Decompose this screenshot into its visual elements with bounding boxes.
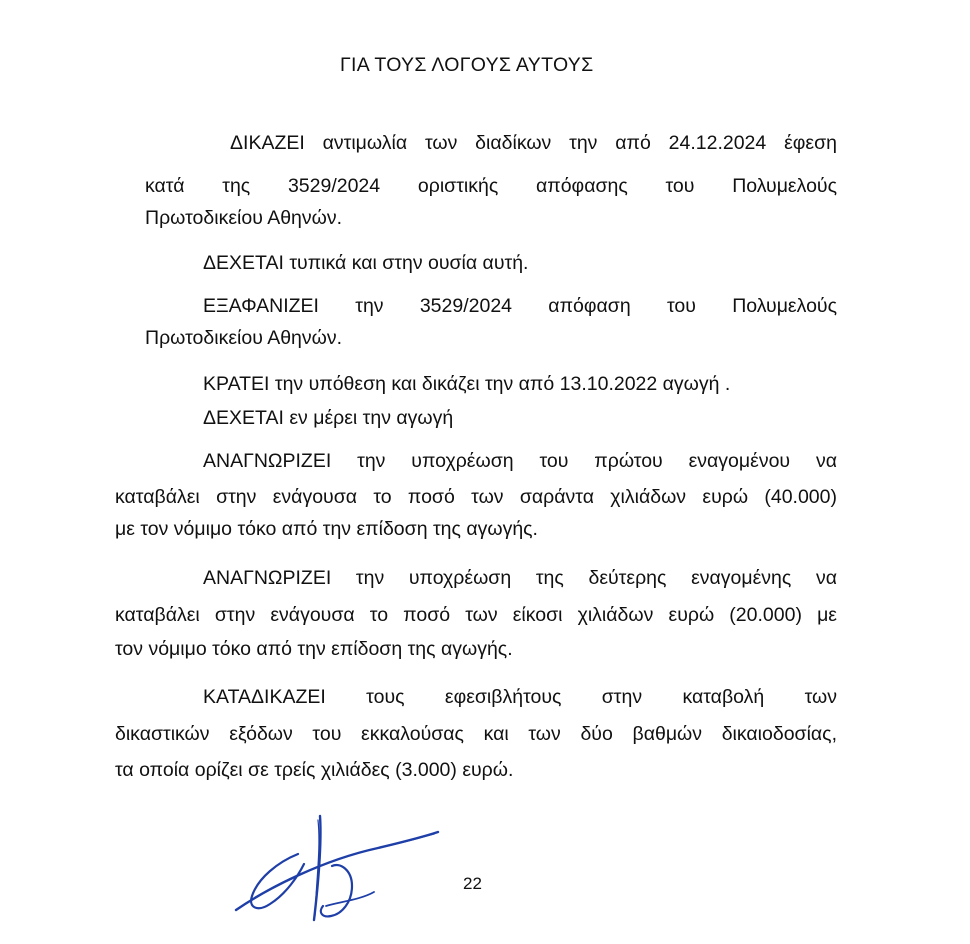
paragraph-line: καταβάλει στην ενάγουσα το ποσό των είκοσι χιλιάδων ευρώ (20.000) με xyxy=(115,604,837,626)
paragraph-line: ΚΑΤΑΔΙΚΑΖΕΙ τους εφεσιβλήτους στην καταβολή των xyxy=(203,686,837,708)
paragraph-line: ΕΞΑΦΑΝΙΖΕΙ την 3529/2024 απόφαση του Πολυμελούς xyxy=(203,295,837,317)
paragraph-line: ΑΝΑΓΝΩΡΙΖΕΙ την υποχρέωση του πρώτου εναγομένου να xyxy=(203,450,837,472)
heading: ΓΙΑ ΤΟΥΣ ΛΟΓΟΥΣ ΑΥΤΟΥΣ xyxy=(340,54,594,76)
paragraph-line: με τον νόμιμο τόκο από την επίδοση της αγωγής. xyxy=(115,518,538,540)
paragraph-line: ΚΡΑΤΕΙ την υπόθεση και δικάζει την από 13.10.2022 αγωγή . xyxy=(203,373,731,395)
paragraph-line: ΔΙΚΑΖΕΙ αντιμωλία των διαδίκων την από 24.12.2024 έφεση xyxy=(230,132,837,154)
paragraph-line: κατά της 3529/2024 οριστικής απόφασης του Πολυμελούς xyxy=(145,175,837,197)
paragraph-line: ΔΕΧΕΤΑΙ εν μέρει την αγωγή xyxy=(203,407,454,429)
paragraph-line: Πρωτοδικείου Αθηνών. xyxy=(145,207,343,229)
paragraph-line: καταβάλει στην ενάγουσα το ποσό των σαράντα χιλιάδων ευρώ (40.000) xyxy=(115,486,837,508)
paragraph-line: τα οποία ορίζει σε τρείς χιλιάδες (3.000) ευρώ. xyxy=(115,759,514,781)
page-number: 22 xyxy=(463,874,482,893)
handwritten-signature xyxy=(228,808,463,928)
paragraph-line: ΑΝΑΓΝΩΡΙΖΕΙ την υποχρέωση της δεύτερης εναγομένης να xyxy=(203,567,837,589)
paragraph-line: δικαστικών εξόδων του εκκαλούσας και των δύο βαθμών δικαιοδοσίας, xyxy=(115,723,837,745)
paragraph-line: τον νόμιμο τόκο από την επίδοση της αγωγής. xyxy=(115,638,513,660)
paragraph-line: ΔΕΧΕΤΑΙ τυπικά και στην ουσία αυτή. xyxy=(203,252,529,274)
paragraph-line: Πρωτοδικείου Αθηνών. xyxy=(145,327,343,349)
